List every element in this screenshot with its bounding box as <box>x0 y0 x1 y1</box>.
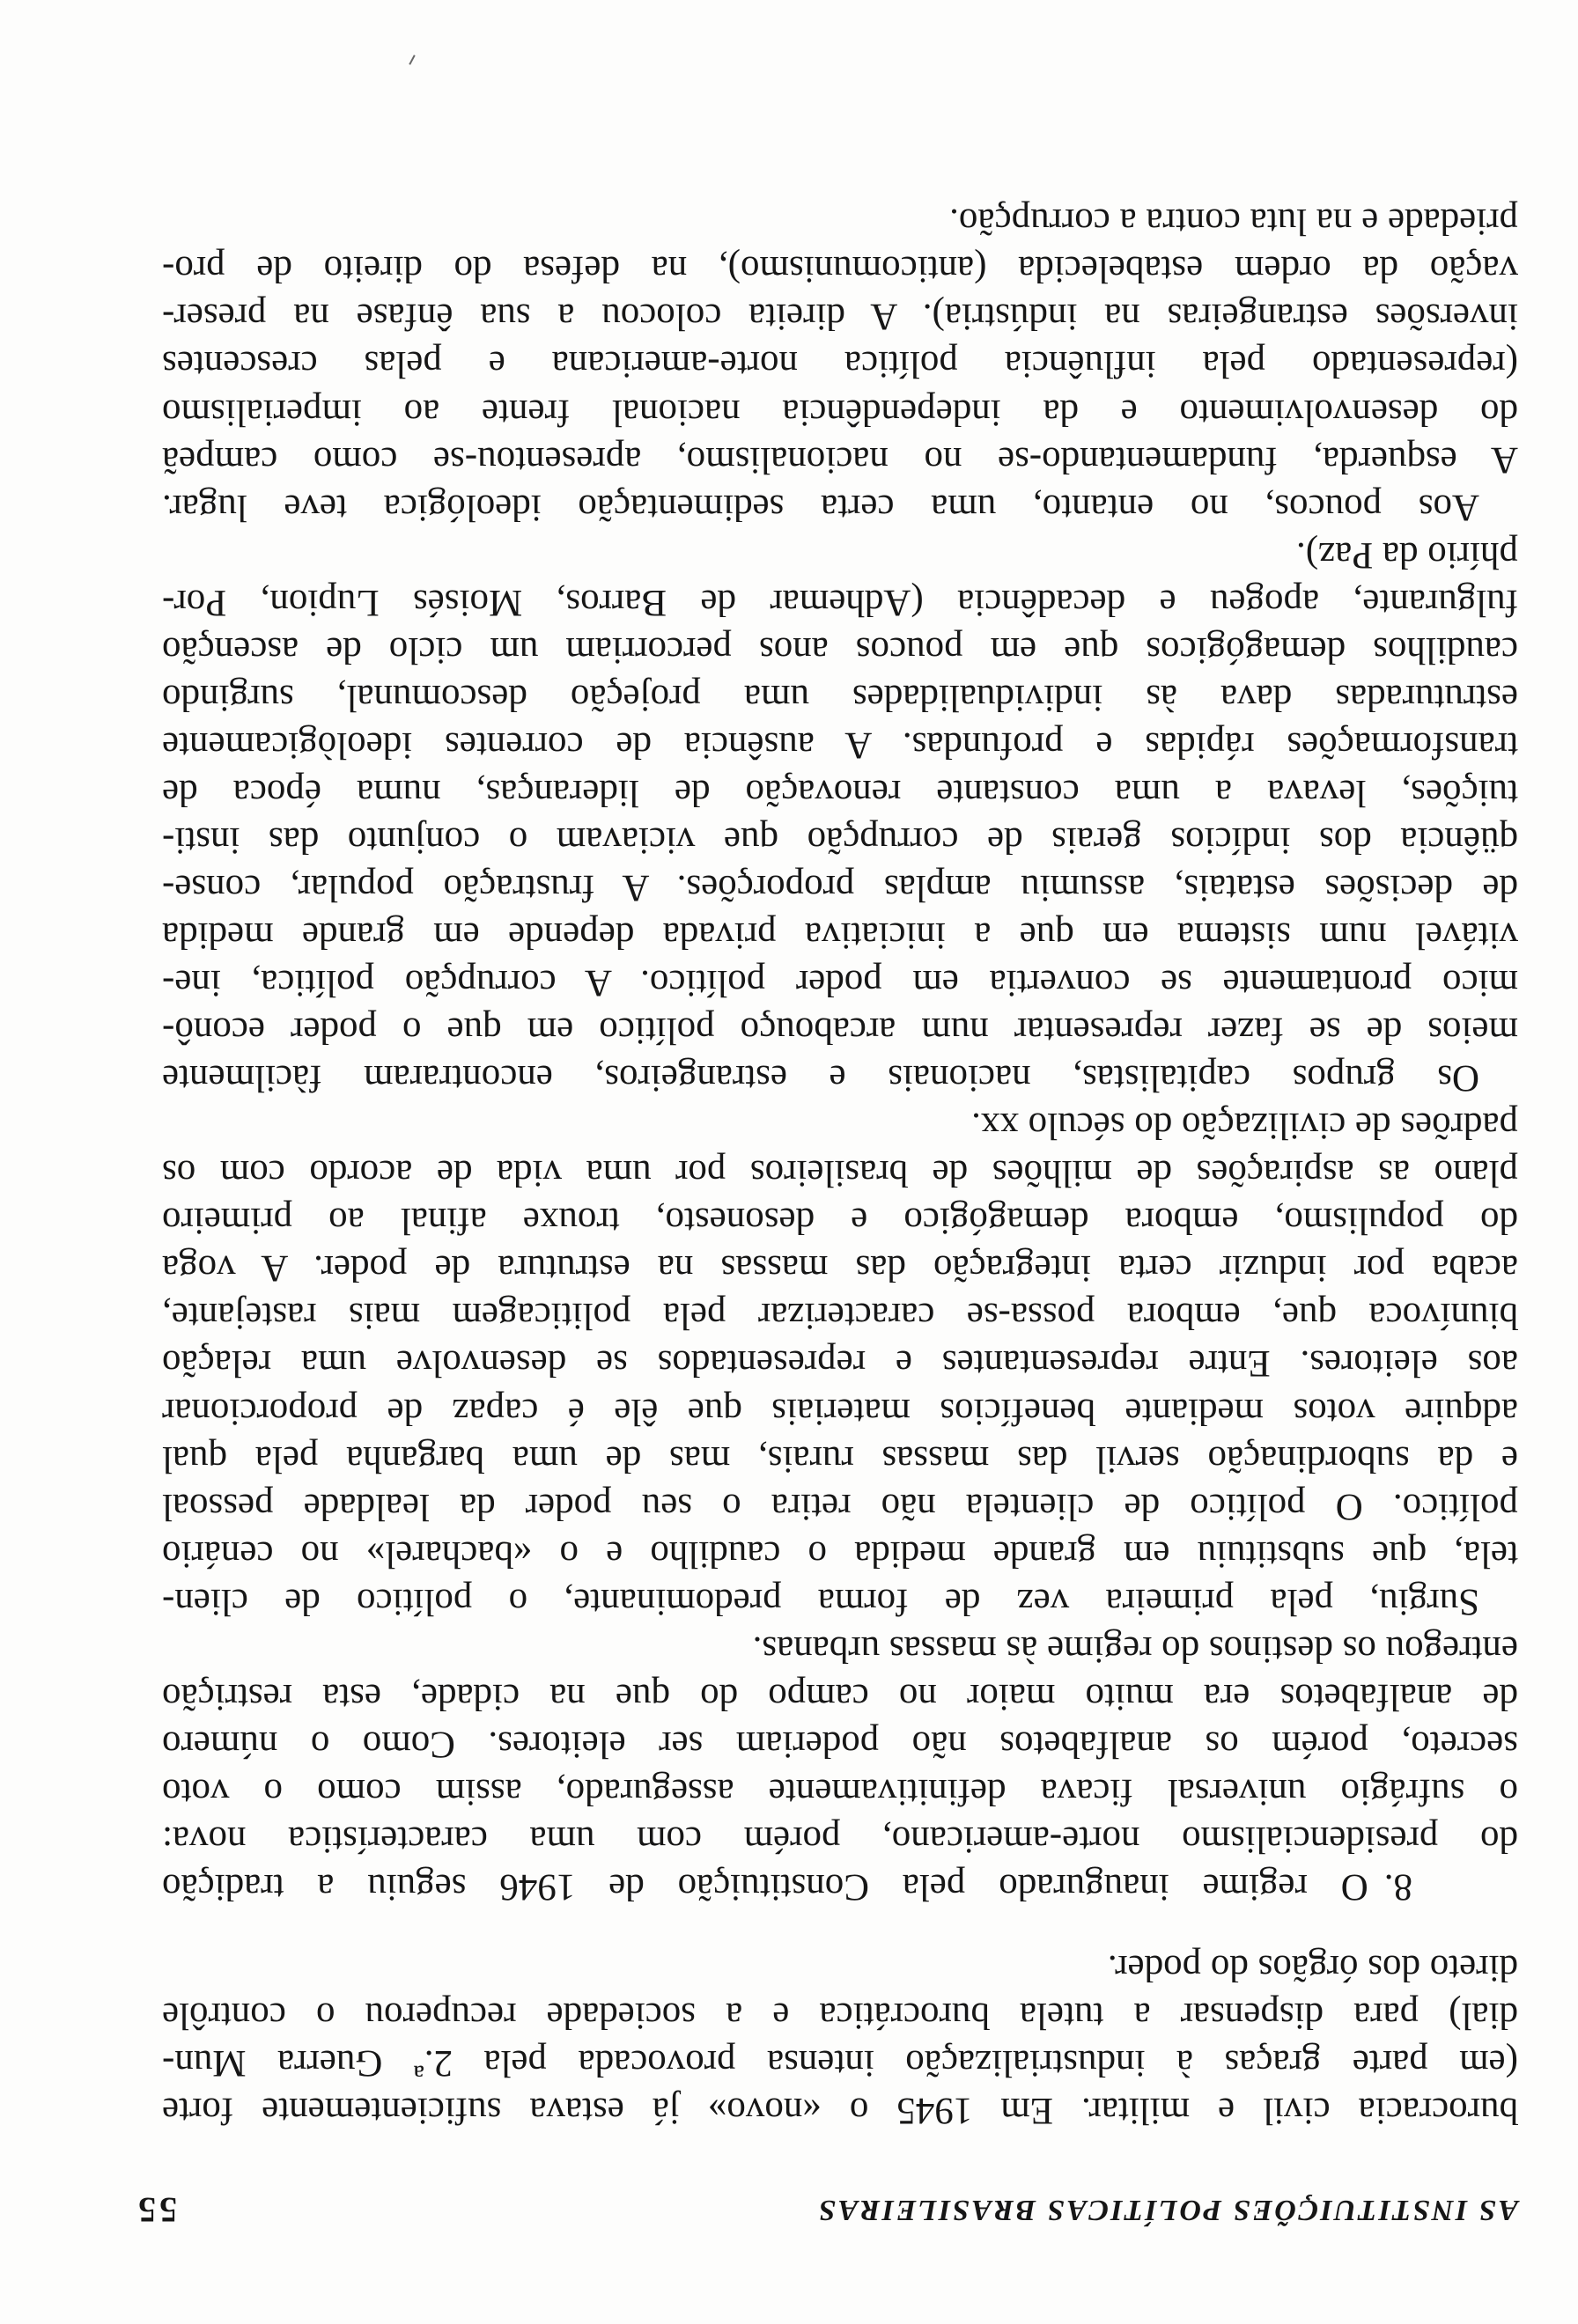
text-line: tela, que substituiu em grande medida o caudilho e o «bacharel» no cenário <box>162 1533 1518 1575</box>
text-line: do populismo, embora demagógico e desonesto, trouxe afinal ao primeiro <box>162 1200 1518 1242</box>
text-line: phírio da Paz). <box>1296 533 1518 576</box>
text-line: padrões de civilização do século xx. <box>971 1105 1518 1147</box>
text-line: entregou os destinos do regime às massas urbanas. <box>752 1628 1518 1670</box>
text-line: aos eleitores. Entre representantes e representados se desenvolve uma relação <box>162 1342 1518 1385</box>
page-number: 55 <box>135 2190 177 2230</box>
text-line: do presidencialismo norte-americano, porém com uma característica nova: <box>162 1818 1518 1860</box>
paragraph <box>162 197 1518 530</box>
text-line: do desenvolvimento e da independência nacional frente ao imperialismo <box>162 391 1518 433</box>
text-line: acaba por induzir certa integração das massas na estrutura de poder. A voga <box>162 1247 1518 1290</box>
text-line: (representado pela influência política norte-americana e pelas crescentes <box>162 343 1518 386</box>
text-block <box>162 197 1518 1910</box>
section-paragraph <box>162 1625 1518 1910</box>
text-line: o sufrágio universal ficava definitivamente assegurado, assim como o voto <box>162 1770 1518 1813</box>
paragraph <box>162 1944 1518 2134</box>
text-line <box>162 1863 1518 1910</box>
text-line: mico prontamente se convertia em poder político. A corrupção política, ine- <box>162 962 1518 1004</box>
text-line: fulgurante, apogeu e decadência (Adhemar de Barros, Moisés Lupion, Por- <box>162 581 1518 623</box>
text-line: A esquerda, fundamentando-se no nacionalismo, apresentou-se como campeã <box>162 438 1518 481</box>
text-line: inversões estrangeiras na indústria). A direita colocou a sua ênfase na preser- <box>162 296 1518 338</box>
line-text: O regime inaugurado pela Constituição de 1946 seguiu a tradição <box>162 1866 1368 1908</box>
text-line: (em parte graças à industrialização intensa provocada pela 2.ª Guerra Mun- <box>162 2041 1518 2084</box>
text-line: dial) para dispensar a tutela burocrática e a sociedade recuperou o contrôle <box>162 1994 1518 2036</box>
paragraph <box>162 531 1518 1102</box>
text-line: transformações rápidas e profundas. A ausência de correntes ideològicamente <box>162 724 1518 766</box>
text-line: qüência dos indícios gerais de corrupção que viciavam o conjunto das insti- <box>162 819 1518 861</box>
text-line: adquire votos mediante benefícios materiais que êle é capaz de proporcionar <box>162 1390 1518 1432</box>
text-line: burocracia civil e militar. Em 1945 o «novo» já estava suficientemente forte <box>162 2090 1518 2131</box>
text-line: biunívoca que, embora possa-se caracterizar pela politicagem mais rastejante, <box>162 1295 1518 1337</box>
running-head-title: AS INSTITUIÇÕES POLÍTICAS BRASILEIRAS <box>816 2194 1518 2226</box>
text-line: vitável num sistema em que a iniciativa privada depende em grande medida <box>162 915 1518 957</box>
text-line: direto dos órgãos do poder. <box>1107 1946 1518 1989</box>
text-line: Surgiu, pela primeira vez de forma predominante, o político de clien- <box>162 1580 1479 1622</box>
text-line: meios de se fazer representar num arcabouço político em que o poder econô- <box>162 1010 1518 1052</box>
text-line: político. O político de clientela não retira o seu poder da lealdade pessoal <box>162 1485 1518 1527</box>
text-line: estruturadas dava às individualidades uma projeção descomunal, surgindo <box>162 676 1518 718</box>
scan-speck <box>409 55 415 65</box>
text-line: tuições, levava a uma constante renovação de lideranças, numa época de <box>162 771 1518 813</box>
text-line: de analfabetos era muito maior no campo do que na cidade, esta restrição <box>162 1675 1518 1717</box>
text-line: Os grupos capitalistas, nacionais e estrangeiros, encontraram fàcilmente <box>162 1057 1479 1099</box>
text-line: de decisões estatais, assumiu amplas proporções. A frustração popular, conse- <box>162 867 1518 909</box>
text-line: secreto, porém os analfabetos não poderiam ser eleitores. Como o número <box>162 1723 1518 1765</box>
text-line: vação da ordem estabelecida (anticomunismo), na defesa do direito de pro- <box>162 248 1518 290</box>
text-block <box>162 1944 1518 2134</box>
text-line: caudilhos demagógicos que em poucos anos percorriam um ciclo de ascenção <box>162 629 1518 671</box>
text-line: Aos poucos, no entanto, uma certa sedimentação ideológica teve lugar. <box>162 486 1479 528</box>
text-line: priedade e na luta contra a corrupção. <box>949 201 1518 243</box>
paragraph <box>162 1101 1518 1625</box>
section-number: 8. <box>1383 1866 1412 1908</box>
text-line: plano as aspirações de milhões de brasileiros por uma vida de acordo com os <box>162 1152 1518 1195</box>
text-line: e da subordinação servil das massas rurais, mas de uma barganha pela qual <box>162 1438 1518 1480</box>
